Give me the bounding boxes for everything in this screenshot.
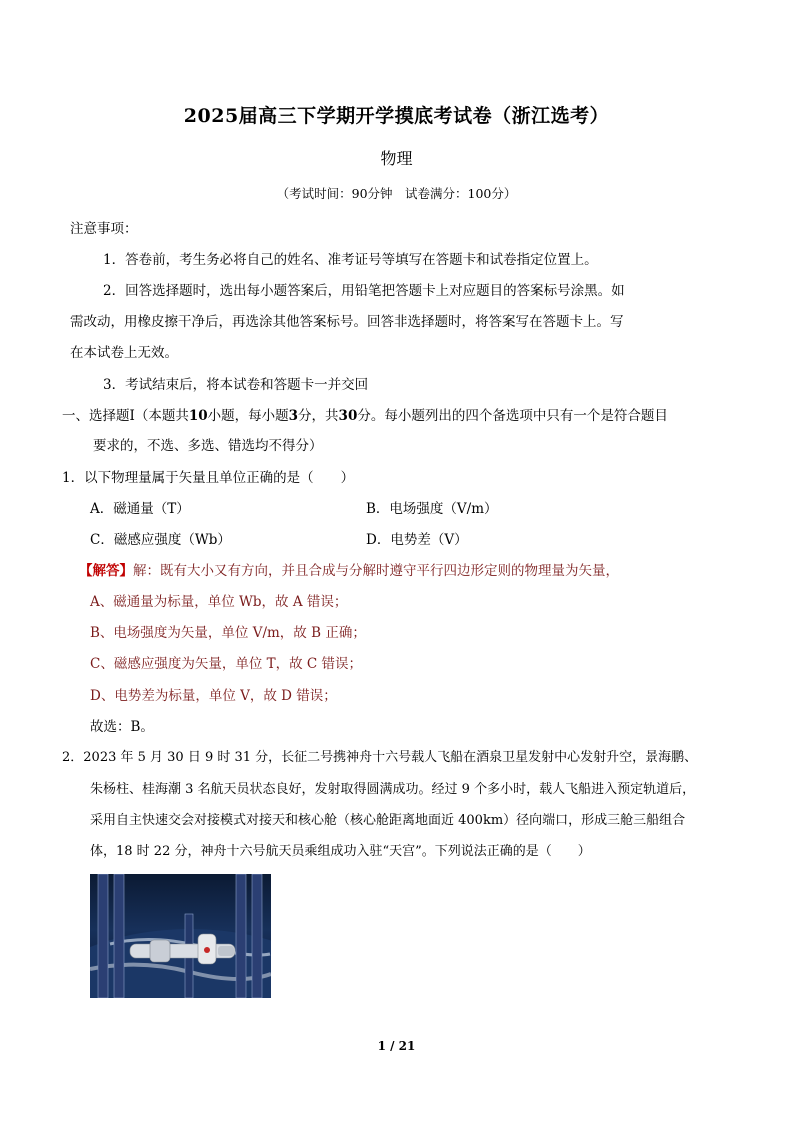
question-1-option-c: C．磁感应强度（Wb） (90, 532, 231, 548)
notice-item-1: 1．答卷前，考生务必将自己的姓名、准考证号等填写在答题卡和试卷指定位置上。 (103, 252, 598, 268)
space-station-image (90, 874, 271, 998)
exam-info: （考试时间：90分钟 试卷满分：100分） (276, 186, 517, 201)
page-number: 1 / 21 (377, 1039, 416, 1053)
question-2-line-2: 朱杨柱、桂海潮 3 名航天员状态良好，发射取得圆满成功。经过 9 个多小时，载人飞船进入预定轨道后， (90, 782, 696, 797)
question-2-line-1: 2．2023 年 5 月 30 日 9 时 31 分，长征二号携神舟十六号载人飞船在酒泉卫星发射中心发射升空，景海鹏、 (62, 750, 698, 765)
section-1-heading: 一、选择题Ⅰ（本题共10小题，每小题3分，共30分。每小题列出的四个备选项中只有一个是符合题目 (62, 408, 668, 424)
question-1-option-d: D．电势差（V） (366, 532, 468, 548)
subject-title: 物理 (380, 149, 413, 168)
answer-explain-a: A、磁通量为标量，单位 Wb，故 A 错误； (90, 594, 348, 610)
page-title: 2025届高三下学期开学摸底考试卷（浙江选考） (183, 105, 610, 127)
question-1-stem: 1．以下物理量属于矢量且单位正确的是（ ） (62, 470, 355, 486)
notice-item-2-line-2: 需改动，用橡皮擦干净后，再选涂其他答案标号。回答非选择题时，将答案写在答题卡上。写 (70, 314, 624, 330)
notice-item-3: 3．考试结束后，将本试卷和答题卡一并交回 (103, 377, 369, 393)
question-2-line-4: 体，18 时 22 分，神舟十六号航天员乘组成功入驻“天宫”。下列说法正确的是（ ） (90, 844, 591, 859)
answer-conclusion: 故选：B。 (90, 719, 154, 735)
answer-explain-d: D、电势差为标量，单位 V，故 D 错误； (90, 688, 337, 704)
answer-tag: 【解答】 (79, 563, 133, 579)
question-2-line-3: 采用自主快速交会对接模式对接天和核心舱（核心舱距离地面近 400km）径向端口，形成三舱三船组合 (90, 813, 686, 828)
notice-item-2-line-1: 2．回答选择题时，选出每小题答案后，用铅笔把答题卡上对应题目的答案标号涂黑。如 (103, 283, 625, 299)
notice-item-2-line-3: 在本试卷上无效。 (70, 345, 178, 361)
section-1-heading-line-2: 要求的，不选、多选、错选均不得分） (93, 438, 323, 454)
notice-heading: 注意事项： (70, 221, 138, 237)
answer-explain-b: B、电场强度为矢量，单位 V/m，故 B 正确； (90, 625, 366, 641)
question-1-answer: 【解答】解：既有大小又有方向，并且合成与分解时遵守平行四边形定则的物理量为矢量， (79, 563, 619, 579)
question-1-option-b: B．电场强度（V/m） (366, 501, 498, 517)
question-1-option-a: A．磁通量（T） (90, 501, 190, 517)
answer-explain-c: C、磁感应强度为矢量，单位 T，故 C 错误； (90, 656, 363, 672)
